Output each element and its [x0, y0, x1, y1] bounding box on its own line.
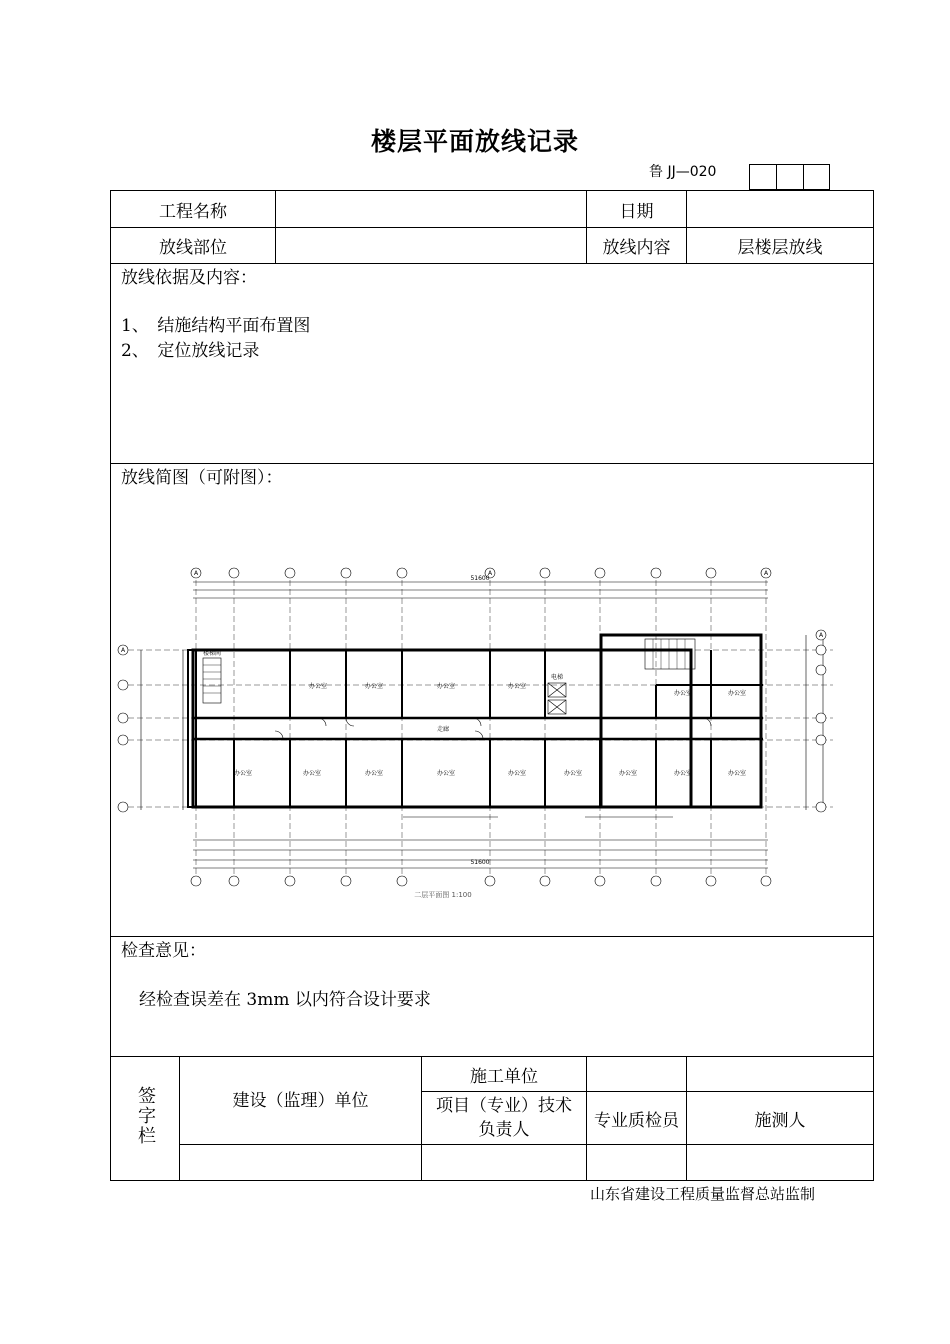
- room-label: 办公室: [233, 770, 253, 777]
- signature-label-cell: [111, 1057, 180, 1181]
- document-title: 楼层平面放线记录: [370, 127, 579, 156]
- room-label: 办公室: [364, 770, 384, 777]
- room-label: 办公室: [727, 770, 747, 777]
- floor-plan-svg: [113, 555, 873, 910]
- surveyor-signature[interactable]: [687, 1145, 874, 1181]
- room-label: 办公室: [727, 690, 747, 697]
- room-label: 办公室: [302, 770, 322, 777]
- date-field[interactable]: [687, 191, 874, 228]
- room-label: 办公室: [308, 683, 328, 690]
- code-boxes: [749, 164, 830, 190]
- room-label: 办公室: [436, 683, 456, 690]
- date-label: 日期: [587, 191, 687, 228]
- room-label: 办公室: [507, 683, 527, 690]
- location-label: 放线部位: [111, 228, 276, 264]
- basis-item: 1、 结施结构平面布置图: [121, 316, 311, 336]
- axis-label: A: [193, 570, 199, 577]
- content-label: 放线内容: [587, 228, 687, 264]
- sketch-header: 放线简图（可附图）：: [121, 468, 283, 488]
- drawing-caption: 二层平面图 1:100: [414, 891, 472, 899]
- room-label: 办公室: [563, 770, 583, 777]
- builder-unit-blank-2: [687, 1057, 874, 1092]
- project-name-label: 工程名称: [111, 191, 276, 228]
- project-name-field[interactable]: [276, 191, 587, 228]
- form-code: 鲁 JJ—020: [649, 164, 717, 180]
- room-label: 办公室: [673, 770, 693, 777]
- builder-unit-label: 施工单位: [422, 1057, 587, 1092]
- basis-header: 放线依据及内容：: [121, 268, 257, 288]
- axis-label: A: [818, 632, 824, 639]
- room-label: 办公室: [673, 690, 693, 697]
- tech-lead-label: 项目（专业）技术负责人: [422, 1092, 587, 1145]
- construction-unit-signature[interactable]: [180, 1145, 422, 1181]
- elevator-label: 电梯: [550, 674, 564, 681]
- content-field[interactable]: 层楼层放线: [687, 228, 874, 264]
- check-header: 检查意见：: [121, 941, 206, 961]
- basis-item: 2、 定位放线记录: [121, 341, 260, 361]
- total-dimension: 51600: [470, 575, 490, 582]
- footer-issuer: 山东省建设工程质量监督总站监制: [590, 1185, 816, 1203]
- signature-label: 签字栏: [135, 1086, 156, 1146]
- tech-lead-signature[interactable]: [422, 1145, 587, 1181]
- axis-label: A: [487, 570, 493, 577]
- construction-unit-label: 建设（监理）单位: [180, 1057, 422, 1145]
- quality-inspector-label: 专业质检员: [587, 1092, 687, 1145]
- builder-unit-blank: [587, 1057, 687, 1092]
- check-opinion: 经检查误差在 3mm 以内符合设计要求: [139, 990, 431, 1010]
- room-label: 办公室: [436, 770, 456, 777]
- location-field[interactable]: [276, 228, 587, 264]
- basis-section: [111, 264, 874, 464]
- check-section: [111, 937, 874, 1057]
- total-dimension: 51600: [470, 859, 490, 866]
- room-label: 办公室: [618, 770, 638, 777]
- surveyor-label: 施测人: [687, 1092, 874, 1145]
- room-label: 办公室: [507, 770, 527, 777]
- corridor-label: 走廊: [436, 726, 450, 733]
- quality-inspector-signature[interactable]: [587, 1145, 687, 1181]
- room-label: 办公室: [364, 683, 384, 690]
- stair-label: 楼梯间: [202, 650, 222, 657]
- floor-plan-drawing: [113, 555, 873, 910]
- axis-label: A: [763, 570, 769, 577]
- axis-label: A: [120, 647, 126, 654]
